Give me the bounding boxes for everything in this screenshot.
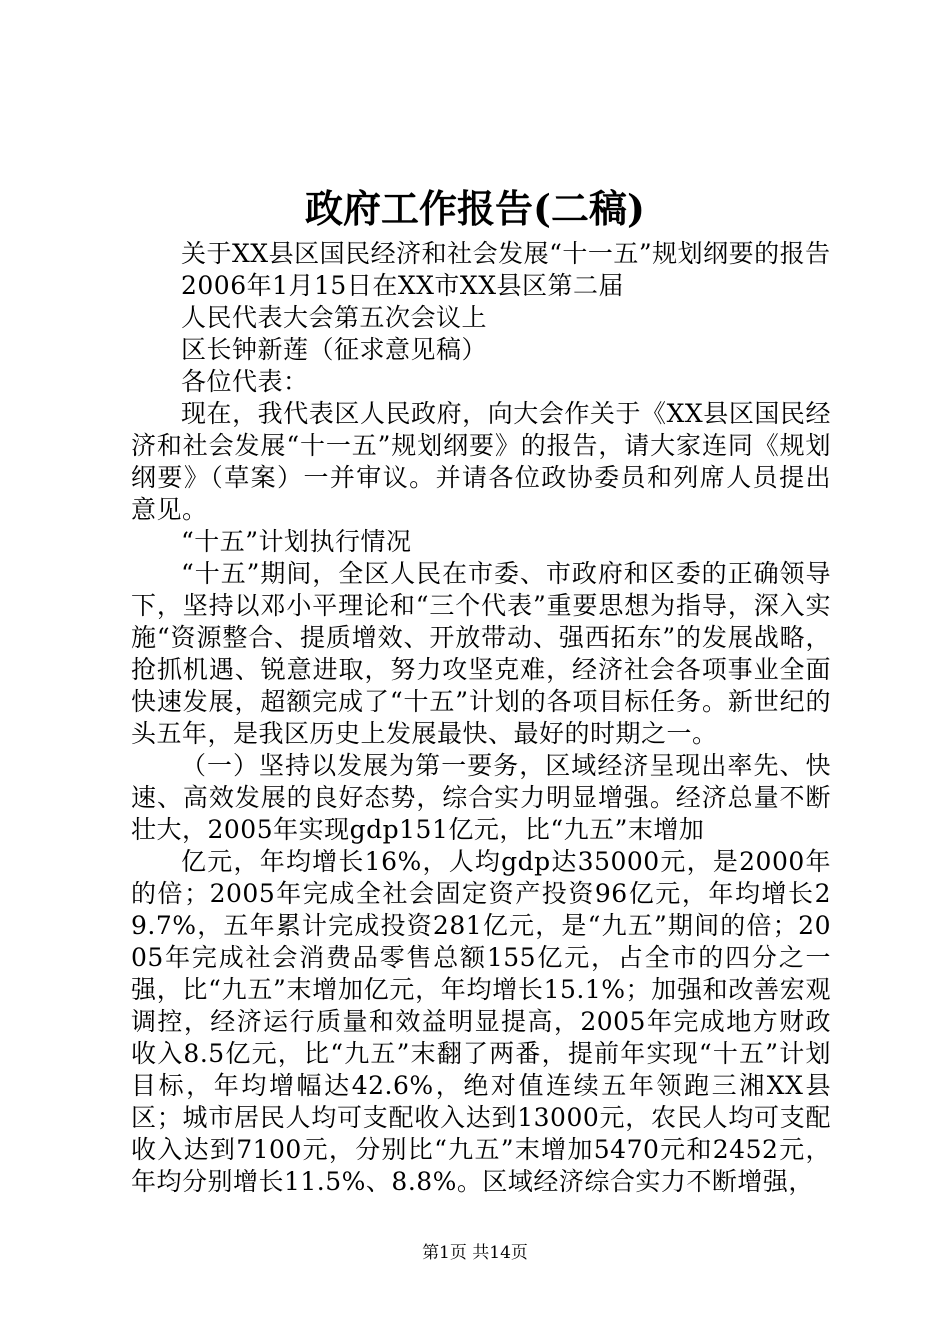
document-body — [131, 238, 831, 1198]
document-title: 政府工作报告(二稿) — [305, 186, 645, 231]
paragraph-meeting-line: 人民代表大会第五次会议上 — [181, 303, 488, 332]
paragraph-intro: 现在，我代表区人民政府，向大会作关于《XX县区国民经济和社会发展“十一五”规划纲要》的报告，请大家连同《规划纲要》（草案）一并审议。并请各位政协委员和列席人员提出意见。 — [131, 399, 831, 524]
page-footer: 第1页 共14页 — [422, 1243, 528, 1263]
section-heading: “十五”计划执行情况 — [181, 527, 412, 556]
paragraph-statistics: 亿元，年均增长16%，人均gdp达35000元，是2000年的倍；2005年完成全社会固定资产投资96亿元，年均增长29.7%，五年累计完成投资281亿元，是“九五”期间的倍；2005年完成社会消费品零售总额155亿元，占全市的四分之一强，比“九五”末增加亿元，年均增长15.1%；加强和改善宏观调控，经济运行质量和效益明显提高，2005年完成地方财政收入8.5亿元，比“九五”末翻了两番，提前年实现“十五”计划目标，年均增幅达42.6%，绝对值连续五年领跑三湘XX县区；城市居民人均可支配收入达到13000元，农民人均可支配收入达到7100元，分别比“九五”末增加5470元和2452元，年均分别增长11.5%、8.8%。区域经济综合实力不断增强， — [131, 847, 831, 1196]
paragraph-overview: “十五”期间，全区人民在市委、市政府和区委的正确领导下，坚持以邓小平理论和“三个代表”重要思想为指导，深入实施“资源整合、提质增效、开放带动、强西拓东”的发展战略，抢抓机遇、锐意进取，努力攻坚克难，经济社会各项事业全面快速发展，超额完成了“十五”计划的各项目标任务。新世纪的头五年，是我区历史上发展最快、最好的时期之一。 — [131, 559, 831, 748]
paragraph-date-line: 2006年1月15日在XX市XX县区第二届 — [181, 271, 625, 300]
paragraph-speaker-line: 区长钟新莲（征求意见稿） — [181, 335, 488, 364]
paragraph-report-heading: 关于XX县区国民经济和社会发展“十一五”规划纲要的报告 — [181, 239, 831, 268]
paragraph-point-one: （一）坚持以发展为第一要务，区域经济呈现出率先、快速、高效发展的良好态势，综合实力明显增强。经济总量不断壮大，2005年实现gdp151亿元，比“九五”末增加 — [131, 751, 831, 844]
paragraph-salutation: 各位代表： — [181, 367, 309, 396]
